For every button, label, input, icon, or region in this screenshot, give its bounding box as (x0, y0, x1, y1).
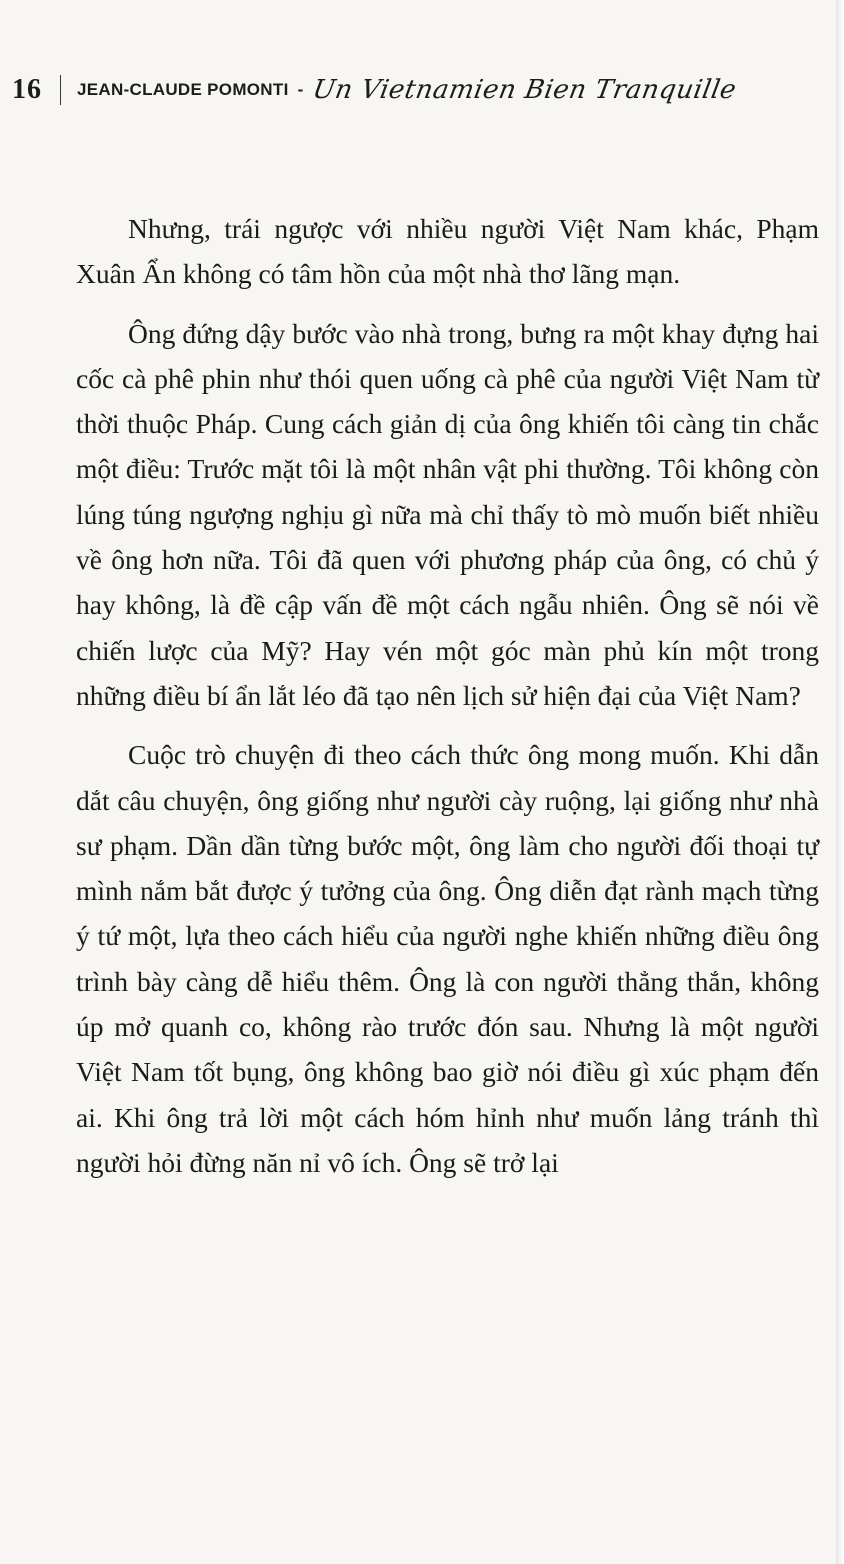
page-edge (836, 0, 844, 1564)
book-title: Un Vietnamien Bien Tranquille (310, 75, 739, 105)
body-text (76, 206, 819, 1199)
running-head-separator: - (297, 80, 304, 99)
paragraph: Ông đứng dậy bước vào nhà trong, bưng ra một khay đựng hai cốc cà phê phin như thói quen uống cà phê của người Việt Nam từ thời thuộc Pháp. Cung cách giản dị của ông khiến tôi càng tin chắc một điều: Trước mặt tôi là một nhân vật phi thường. Tôi không còn lúng túng ngượng nghịu gì nữa mà chỉ thấy tò mò muốn biết nhiều về ông hơn nữa. Tôi đã quen với phương pháp của ông, có chủ ý hay không, là đề cập vấn đề một cách ngẫu nhiên. Ông sẽ nói về chiến lược của Mỹ? Hay vén một góc màn phủ kín một trong những điều bí ẩn lắt léo đã tạo nên lịch sử hiện đại của Việt Nam? (76, 317, 819, 711)
paragraph: Nhưng, trái ngược với nhiều người Việt Nam khác, Phạm Xuân Ẩn không có tâm hồn của một nhà thơ lãng mạn. (76, 213, 819, 290)
author-name: JEAN-CLAUDE POMONTI (77, 80, 289, 99)
running-head-divider (60, 75, 61, 105)
paragraph: Cuộc trò chuyện đi theo cách thức ông mong muốn. Khi dẫn dắt câu chuyện, ông giống như người cày ruộng, lại giống như nhà sư phạm. Dần dần từng bước một, ông làm cho người đối thoại tự mình nắm bắt được ý tưởng của ông. Ông diễn đạt rành mạch từng ý tứ một, lựa theo cách hiểu của người nghe khiến những điều ông trình bày càng dễ hiểu thêm. Ông là con người thẳng thắn, không úp mở quanh co, không rào trước đón sau. Nhưng là một người Việt Nam tốt bụng, ông không bao giờ nói điều gì xúc phạm đến ai. Khi ông trả lời một cách hóm hỉnh như muốn lảng tránh thì người hỏi đừng năn nỉ vô ích. Ông sẽ trở lại (76, 739, 819, 1178)
running-head (12, 70, 802, 110)
page-number: 16 (12, 74, 42, 105)
